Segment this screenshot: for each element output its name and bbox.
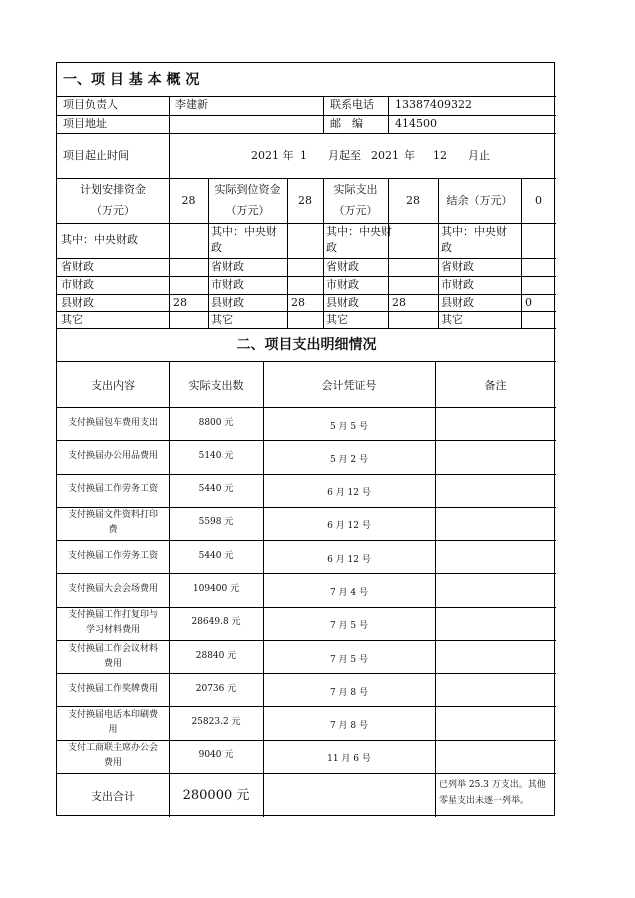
expense-content-line1: 支付换届包车费用支出 [67, 417, 158, 428]
expense-content [57, 417, 169, 430]
table-row [57, 540, 556, 573]
expense-content [57, 683, 169, 696]
expense-amount: 20736 元 [195, 683, 237, 694]
postcode-label: 邮 编 [330, 117, 363, 130]
expense-amount: 5598 元 [198, 517, 234, 528]
central-label-4b: 政 [441, 241, 452, 254]
header-content: 支出内容 [91, 379, 135, 392]
expense-amount: 9040 元 [198, 750, 234, 761]
table-row [57, 607, 556, 640]
expense-content-line1: 支付工商联主席办公会 [67, 743, 158, 754]
voucher-number: 7 月 4 号 [329, 587, 369, 598]
other-label-1: 其它 [61, 313, 83, 326]
header-remark: 备注 [484, 379, 507, 392]
expense-amount: 25823.2 元 [191, 717, 241, 728]
expense-amount: 8800 元 [198, 417, 234, 428]
section1-title: 一、项 目 基 本 概 况 [63, 72, 200, 88]
balance-label: 结余（万元） [446, 194, 513, 207]
county-value-3: 28 [392, 296, 406, 309]
voucher-number: 5 月 5 号 [329, 421, 369, 432]
expense-content-line2: 用 [108, 725, 118, 736]
expense-amount: 28840 元 [195, 650, 237, 661]
expense-content [57, 643, 169, 671]
county-value-4: 0 [525, 296, 532, 309]
county-value-1: 28 [173, 296, 187, 309]
plan-funds-unit: （万元） [91, 204, 135, 217]
leader-label: 项目负责人 [63, 98, 118, 111]
plan-funds-value: 28 [181, 194, 196, 207]
period-year2: 2021 [371, 149, 399, 162]
postcode-value: 414500 [395, 117, 437, 130]
voucher-number: 6 月 12 号 [327, 554, 371, 565]
expense-content [57, 609, 169, 637]
province-label-1: 省财政 [61, 260, 94, 273]
period-month2: 12 [433, 149, 447, 162]
central-label-3b: 政 [326, 241, 337, 254]
county-label-4: 县财政 [441, 296, 474, 309]
city-label-3: 市财政 [326, 278, 359, 291]
voucher-number: 6 月 12 号 [327, 521, 371, 532]
actual-spend-value: 28 [406, 194, 420, 207]
central-label-2b: 政 [211, 241, 222, 254]
actual-spend-unit: （万元） [333, 204, 378, 217]
actual-spend-label: 实际支出 [333, 183, 378, 196]
expense-content-line1: 支付换届工作打复印与 [67, 610, 158, 621]
expense-content [57, 583, 169, 596]
central-label-3a: 其中：中央财 [326, 225, 392, 238]
table-row [57, 507, 556, 540]
expense-content-line1: 支付换届大会会场费用 [67, 583, 158, 594]
table-row [57, 673, 556, 706]
expense-content-line1: 支付换届工作劳务工资 [67, 550, 158, 561]
expense-amount: 109400 元 [192, 583, 240, 594]
other-label-4: 其它 [441, 313, 463, 326]
actual-funds-value: 28 [298, 194, 312, 207]
other-label-3: 其它 [326, 313, 348, 326]
expense-content-line1: 支付换届工作会议材料 [67, 643, 158, 654]
expense-amount: 28649.8 元 [191, 617, 241, 628]
expense-content [57, 483, 169, 496]
other-label-2: 其它 [211, 313, 233, 326]
expense-content-line1: 支付换届工作劳务工资 [67, 484, 158, 495]
address-label: 项目地址 [63, 117, 107, 130]
expense-amount: 5440 元 [198, 484, 234, 495]
period-month1: 1 [300, 149, 307, 162]
header-amount: 实际支出数 [188, 379, 244, 392]
expense-content-line1: 支付换届办公用品费用 [67, 450, 158, 461]
expense-content [57, 709, 169, 737]
expense-content-line2: 费 [108, 525, 118, 536]
county-value-2: 28 [291, 296, 305, 309]
leader-value: 李建新 [175, 98, 208, 111]
section2-title: 二、项目支出明细情况 [236, 337, 377, 353]
voucher-number: 7 月 8 号 [329, 721, 369, 732]
expense-content-line1: 支付换届文件资料打印 [67, 510, 158, 521]
phone-value: 13387409322 [395, 98, 472, 111]
expense-content [57, 450, 169, 463]
central-label-1: 其中：中央财政 [61, 233, 138, 246]
table-row [57, 706, 556, 739]
voucher-number: 6 月 12 号 [327, 488, 371, 499]
expense-content-line2: 费用 [103, 658, 122, 669]
table-row [57, 640, 556, 673]
period-year1: 2021 年 [251, 149, 294, 162]
county-label-1: 县财政 [61, 296, 94, 309]
expense-amount: 5440 元 [198, 550, 234, 561]
expense-amount: 5140 元 [198, 450, 234, 461]
table-row [57, 407, 556, 440]
county-label-3: 县财政 [326, 296, 359, 309]
city-label-1: 市财政 [61, 278, 94, 291]
period-from: 月起至 [328, 149, 361, 162]
central-label-2a: 其中：中央财 [211, 225, 277, 238]
city-label-2: 市财政 [211, 278, 244, 291]
detail-rows [57, 407, 556, 773]
table-row [57, 573, 556, 606]
balance-value: 0 [535, 194, 542, 207]
period-year-unit: 年 [404, 149, 415, 162]
period-label: 项目起止时间 [63, 149, 129, 162]
expense-content [57, 509, 169, 537]
expense-content-line2: 学习材料费用 [85, 625, 140, 636]
central-label-4a: 其中：中央财 [441, 225, 507, 238]
voucher-number: 5 月 2 号 [329, 454, 369, 465]
expense-content [57, 742, 169, 770]
voucher-number: 7 月 8 号 [329, 687, 369, 698]
total-value: 280000 元 [182, 788, 250, 803]
province-label-3: 省财政 [326, 260, 359, 273]
total-remark: 已列举 25.3 万支出。其他零星支出未逐一列举。 [439, 780, 546, 806]
phone-label: 联系电话 [330, 98, 374, 111]
table-row [57, 440, 556, 473]
period-to: 月止 [468, 149, 490, 162]
actual-funds-label: 实际到位资金 [214, 183, 281, 196]
plan-funds-label: 计划安排资金 [80, 183, 146, 196]
county-label-2: 县财政 [211, 296, 244, 309]
province-label-4: 省财政 [441, 260, 474, 273]
project-form [56, 62, 555, 816]
actual-funds-unit: （万元） [225, 204, 270, 217]
voucher-number: 11 月 6 号 [327, 754, 371, 765]
table-row [57, 474, 556, 507]
expense-content-line2: 费用 [103, 758, 122, 769]
header-voucher: 会计凭证号 [321, 379, 377, 392]
province-label-2: 省财政 [211, 260, 244, 273]
expense-content-line1: 支付换届电话本印刷费 [67, 710, 158, 721]
voucher-number: 7 月 5 号 [329, 654, 369, 665]
city-label-4: 市财政 [441, 278, 474, 291]
expense-content-line1: 支付换届工作奖牌费用 [67, 683, 158, 694]
table-row [57, 740, 556, 773]
total-label: 支出合计 [91, 790, 135, 803]
voucher-number: 7 月 5 号 [329, 621, 369, 632]
expense-content [57, 550, 169, 563]
